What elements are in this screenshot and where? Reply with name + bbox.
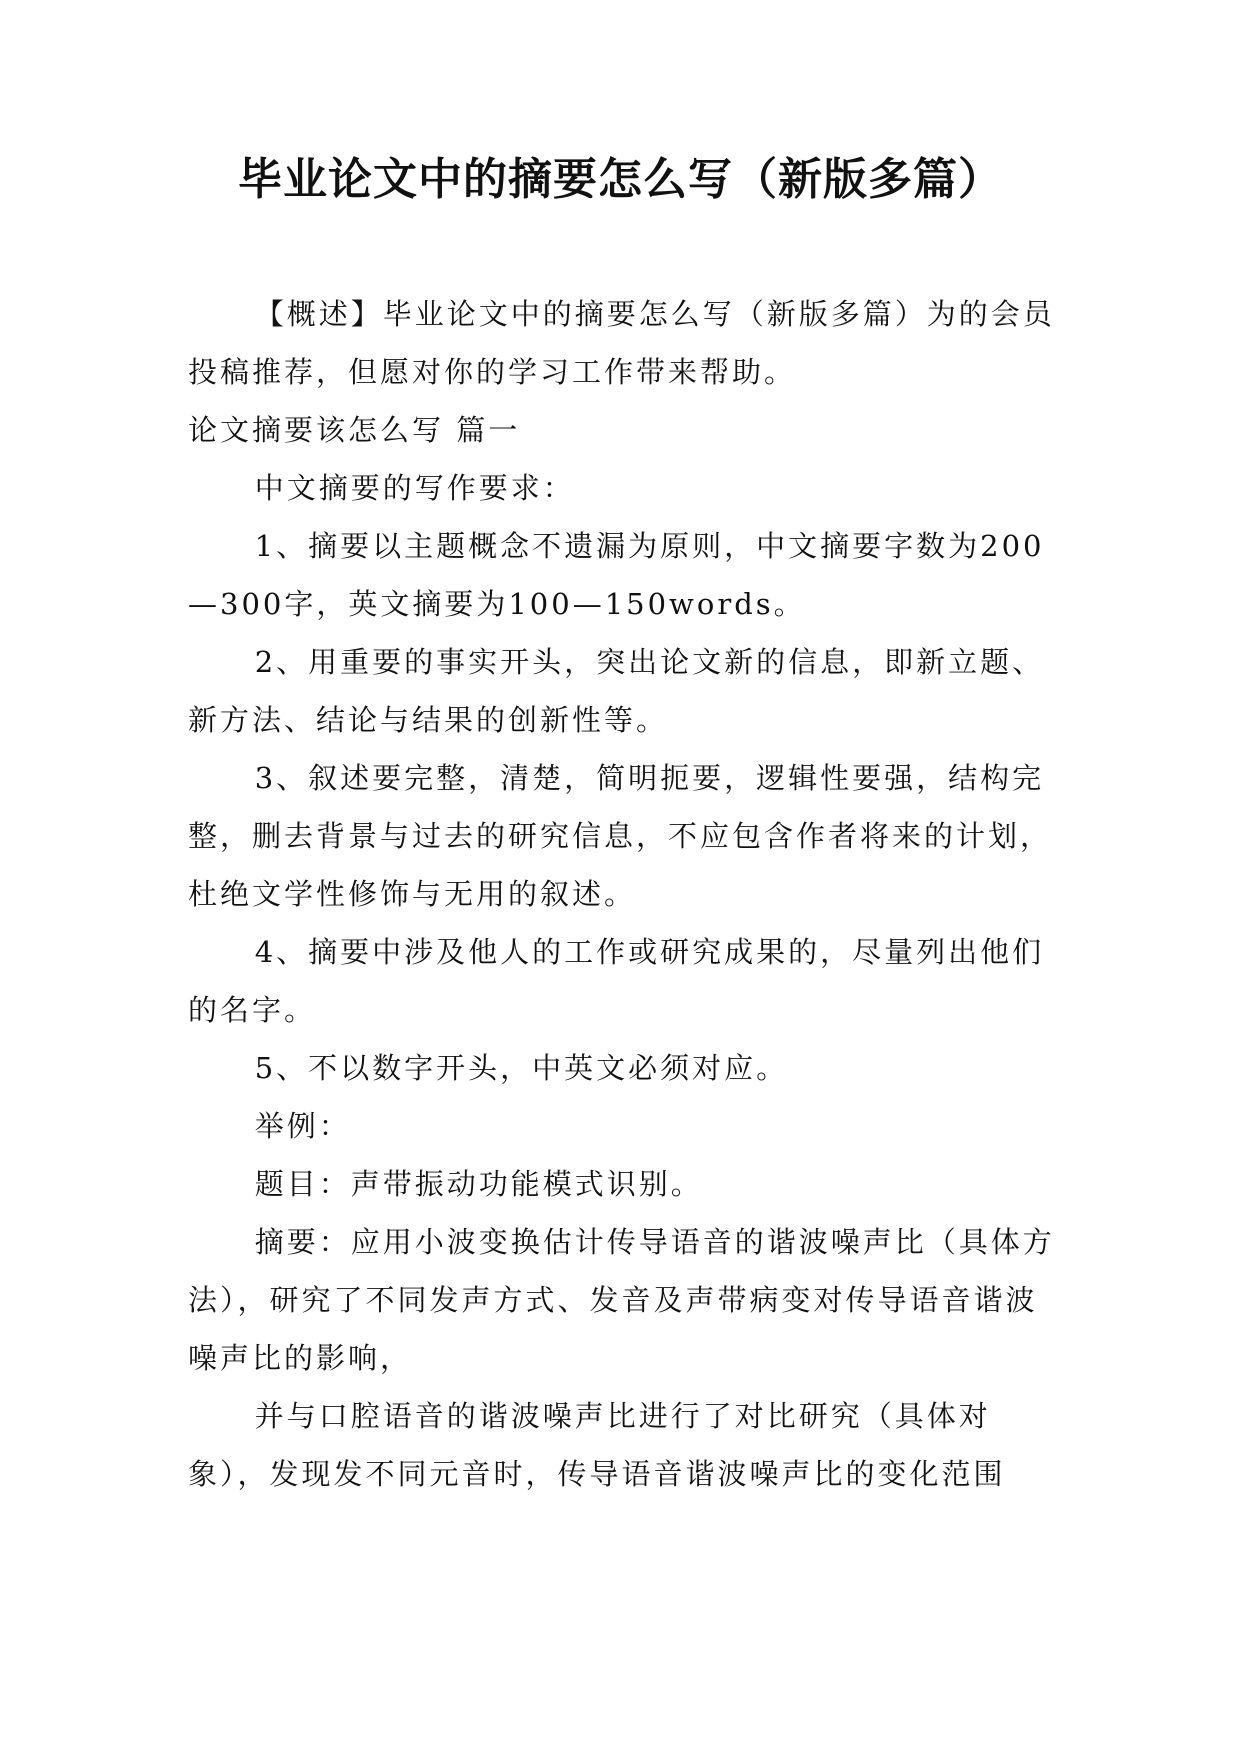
document-title: 毕业论文中的摘要怎么写（新版多篇）	[238, 154, 1003, 205]
paragraph: 并与口腔语音的谐波噪声比进行了对比研究（具体对象），发现发不同元音时，传导语音谐波噪声比的变化范围	[188, 1399, 1006, 1491]
paragraph: 题目：声带振动功能模式识别。	[254, 1167, 703, 1201]
overview-paragraph: 【概述】毕业论文中的摘要怎么写（新版多篇）为的会员投稿推荐，但愿对你的学习工作带来帮助。	[188, 297, 1055, 389]
paragraph: 5、不以数字开头，中英文必须对应。	[254, 1051, 789, 1085]
paragraph: 举例：	[254, 1109, 351, 1143]
paragraph: 4、摘要中涉及他人的工作或研究成果的，尽量列出他们的名字。	[188, 935, 1045, 1027]
paragraph: 1、摘要以主题概念不遗漏为原则，中文摘要字数为200—300字，英文摘要为100—150words。	[188, 529, 1045, 621]
paragraph: 摘要：应用小波变换估计传导语音的谐波噪声比（具体方法），研究了不同发声方式、发音及声带病变对传导语音谐波噪声比的影响，	[188, 1225, 1055, 1375]
section-heading: 论文摘要该怎么写 篇一	[188, 413, 521, 447]
paragraph: 2、用重要的事实开头，突出论文新的信息，即新立题、新方法、结论与结果的创新性等。	[188, 645, 1045, 737]
paragraph: 中文摘要的写作要求：	[254, 471, 575, 505]
paragraph: 3、叙述要完整，清楚，简明扼要，逻辑性要强，结构完整，删去背景与过去的研究信息，不应包含作者将来的计划，杜绝文学性修饰与无用的叙述。	[188, 761, 1053, 911]
document-body	[188, 285, 1058, 1503]
